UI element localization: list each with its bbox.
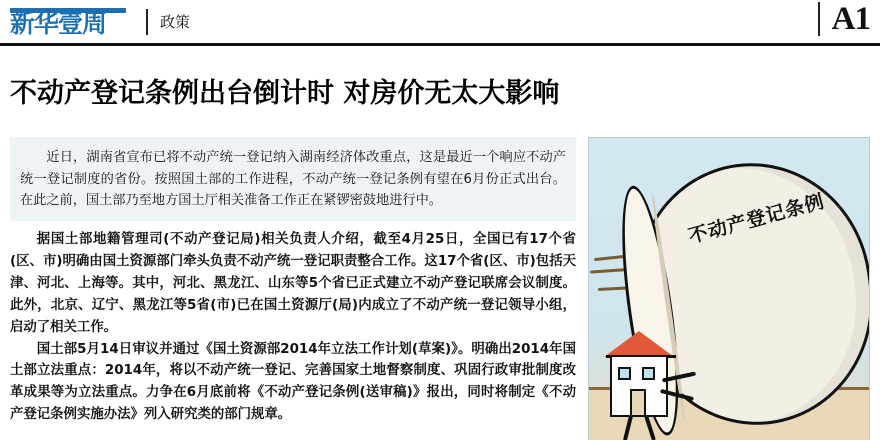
section-label: 政策 <box>160 13 191 31</box>
page-number-area <box>818 2 870 36</box>
illustration <box>588 137 870 440</box>
house-door <box>630 389 646 417</box>
logo-text: 新华壹周 <box>10 8 107 38</box>
lead-paragraph-box <box>10 137 576 221</box>
logo-mark <box>8 6 132 38</box>
illustration-column <box>588 137 870 440</box>
house-window <box>618 367 631 380</box>
house-roof <box>604 331 674 357</box>
masthead <box>0 0 880 46</box>
masthead-divider <box>146 9 148 35</box>
lead-paragraph: 近日，湖南省宣布已将不动产统一登记纳入湖南经济体改重点，这是最近一个响应不动产统一登记制度的省份。按照国土部的工作进程，不动产统一登记条例有望在6月份正式出台。在此之前，国土部乃至地方国土厅相关准备工作正在紧锣密鼓地进行中。 <box>20 150 566 208</box>
house-icon <box>604 327 678 423</box>
page-title: 不动产登记条例出台倒计时 对房价无太大影响 <box>10 78 560 110</box>
article-content <box>0 137 880 440</box>
article-body <box>10 229 576 426</box>
publication-logo <box>8 6 190 38</box>
page-number-rule <box>818 2 820 36</box>
article-text-column <box>10 137 576 440</box>
illustration-caption: 不动产登记条例 <box>686 190 828 249</box>
body-paragraph-1: 据国土部地籍管理司(不动产登记局)相关负责人介绍，截至4月25日，全国已有17个省(区、市)明确由国土资源部门牵头负责不动产统一登记职责整合工作。这17个省(区、市)包括天津、河北、上海等。其中，河北、黑龙江、山东等5个省已正式建立不动产登记联席会议制度。此外，北京、辽宁、黑龙江等5省(市)已在国土资源厅(局)内成立了不动产统一登记领导小组，启动了相关工作。 <box>10 232 576 335</box>
body-paragraph-2: 国土部5月14日审议并通过《国土资源部2014年立法工作计划(草案)》。明确出2014年国土部立法重点：2014年，将以不动产统一登记、完善国家土地督察制度、巩固行政审批制度改革成果等为立法重点。力争在6月底前将《不动产登记条例(送审稿)》报出，同时将制定《不动产登记条例实施办法》列入研究类的部门规章。 <box>10 341 576 423</box>
house-window <box>642 367 655 380</box>
page-number: A1 <box>831 0 870 37</box>
